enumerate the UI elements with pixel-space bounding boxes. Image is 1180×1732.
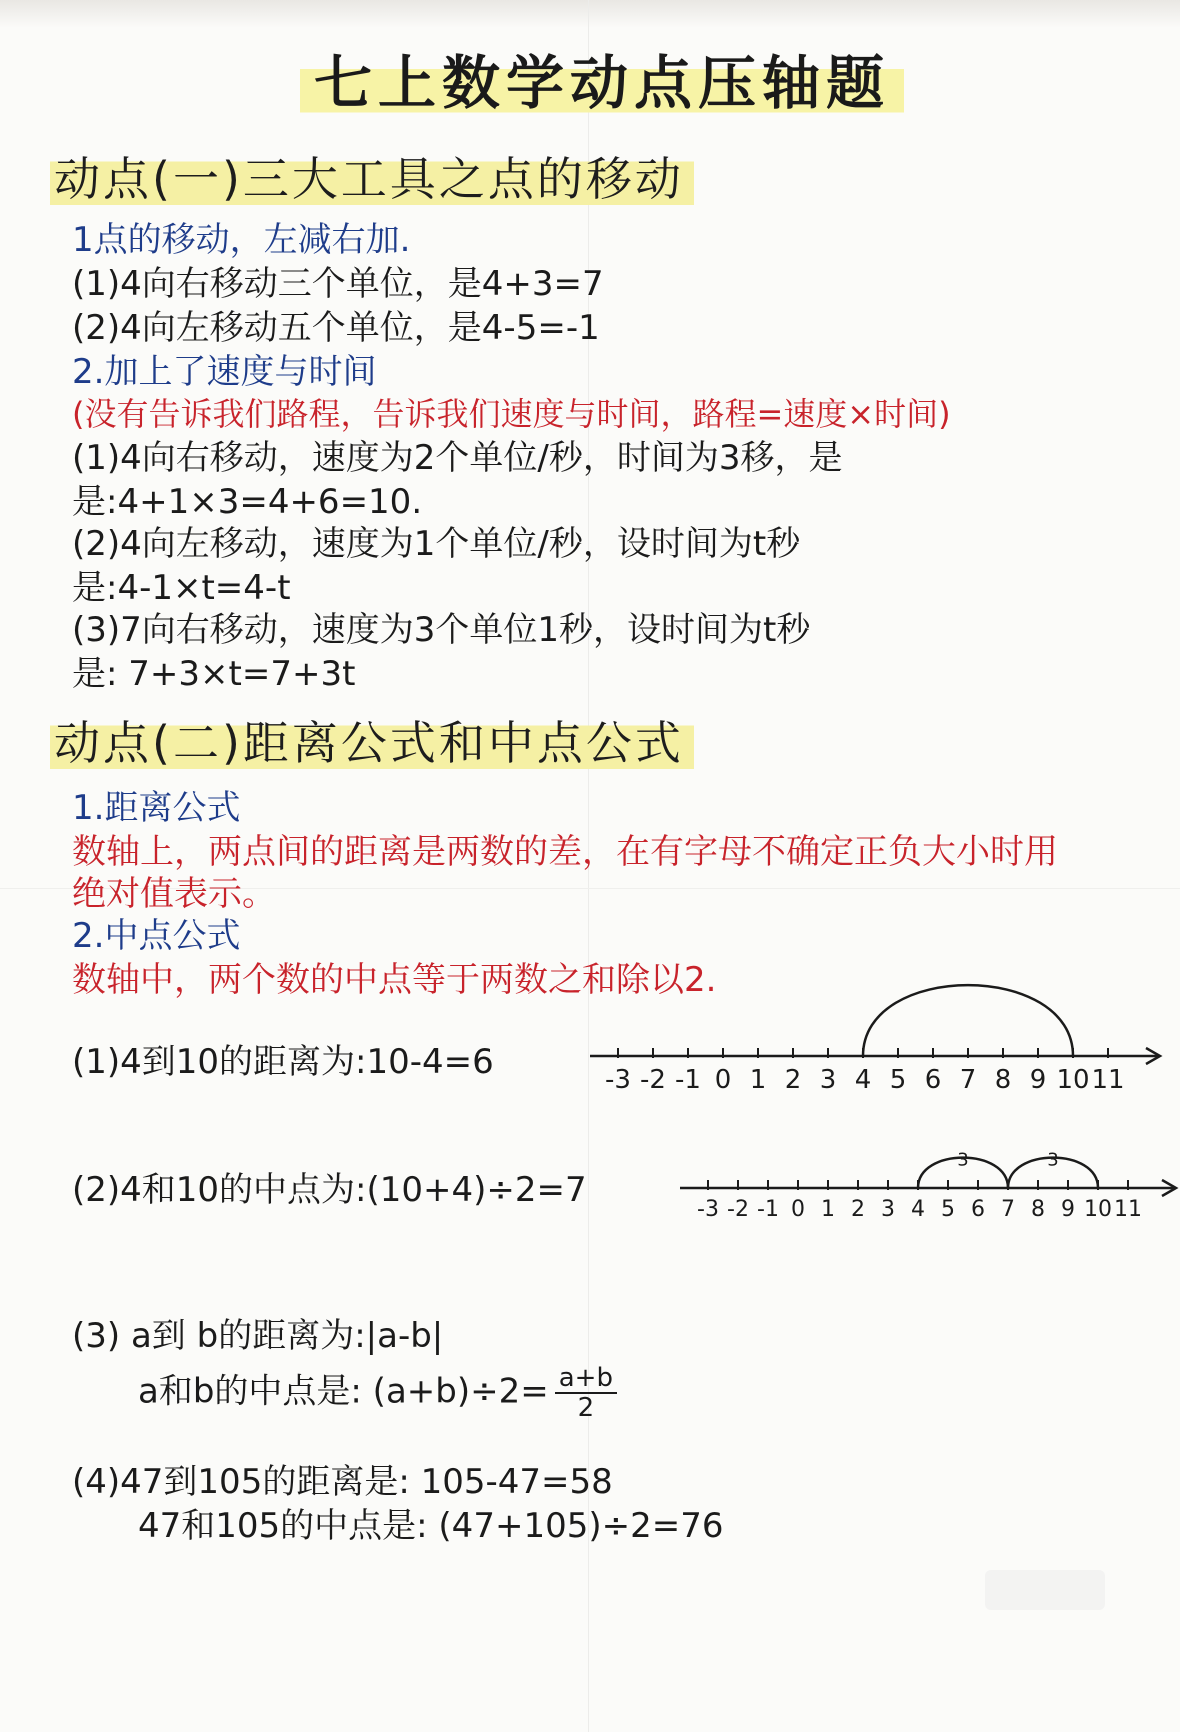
tick-label: 3 xyxy=(819,1065,837,1095)
letter-distance-example: (3) a到 b的距离为:|a-b| xyxy=(72,1316,444,1356)
tick-label: -1 xyxy=(757,1197,779,1222)
tick-label: 9 xyxy=(1061,1197,1075,1222)
midpoint-example: (2)4和10的中点为:(10+4)÷2=7 xyxy=(72,1170,587,1210)
tick-label: 4 xyxy=(911,1197,925,1222)
tick-label: 11 xyxy=(1114,1197,1142,1222)
distance-formula-heading: 1.距离公式 xyxy=(72,788,241,828)
tick-label: 8 xyxy=(994,1065,1012,1095)
tick-label: -1 xyxy=(675,1065,701,1095)
speed-example-2-result: 是:4-1×t=4-t xyxy=(72,568,291,608)
tick-label: 6 xyxy=(924,1065,942,1095)
tick-label: 10 xyxy=(1056,1065,1090,1095)
tick-label: 2 xyxy=(784,1065,802,1095)
numeric-distance-example: (4)47到105的距离是: 105-47=58 xyxy=(72,1462,613,1502)
tick-label: 7 xyxy=(1001,1197,1015,1222)
watermark-badge xyxy=(985,1570,1105,1610)
midpoint-formula-text: 数轴中，两个数的中点等于两数之和除以2. xyxy=(72,960,717,1000)
letter-midpoint-text: a和b的中点是: (a+b)÷2= xyxy=(138,1371,549,1412)
arc xyxy=(863,985,1073,1056)
distance-example: (1)4到10的距离为:10-4=6 xyxy=(72,1042,494,1082)
section1-heading: 动点(一)三大工具之点的移动 xyxy=(50,150,694,208)
page-title: 七上数学动点压轴题 xyxy=(300,48,904,118)
tick-label: 7 xyxy=(959,1065,977,1095)
speed-example-3-result: 是: 7+3×t=7+3t xyxy=(72,654,356,694)
point-move-rule: 1点的移动，左减右加. xyxy=(72,220,411,260)
tick-label: 6 xyxy=(971,1197,985,1222)
tick-label: -2 xyxy=(727,1197,749,1222)
arc-label: 3 xyxy=(1047,1149,1059,1171)
tick-label: 5 xyxy=(941,1197,955,1222)
speed-example-1-result: 是:4+1×3=4+6=10. xyxy=(72,482,423,522)
tick-label: -3 xyxy=(605,1065,631,1095)
tick-label: 9 xyxy=(1029,1065,1047,1095)
tick-label: 2 xyxy=(851,1197,865,1222)
tick-label: 4 xyxy=(854,1065,872,1095)
section2-heading: 动点(二)距离公式和中点公式 xyxy=(50,714,694,772)
distance-formula-text-cont: 绝对值表示。 xyxy=(72,874,276,914)
distance-formula-text: 数轴上，两点间的距离是两数的差，在有字母不确定正负大小时用 xyxy=(72,832,1058,872)
speed-example-1: (1)4向右移动，速度为2个单位/秒，时间为3移，是 xyxy=(72,438,843,478)
tick-label: 11 xyxy=(1091,1065,1125,1095)
tick-label: 8 xyxy=(1031,1197,1045,1222)
tick-label: -2 xyxy=(640,1065,666,1095)
move-example-1: (1)4向右移动三个单位，是4+3=7 xyxy=(72,264,604,304)
fraction-numerator: a+b xyxy=(555,1364,617,1394)
tick-label: -3 xyxy=(697,1197,719,1222)
speed-time-heading: 2.加上了速度与时间 xyxy=(72,352,377,392)
numeric-midpoint-example: 47和105的中点是: (47+105)÷2=76 xyxy=(138,1506,724,1546)
speed-example-2: (2)4向左移动，速度为1个单位/秒，设时间为t秒 xyxy=(72,524,801,564)
midpoint-formula-heading: 2.中点公式 xyxy=(72,916,241,956)
tick-label: 3 xyxy=(881,1197,895,1222)
move-example-2: (2)4向左移动五个单位，是4-5=-1 xyxy=(72,308,600,348)
arc-label: 3 xyxy=(957,1149,969,1171)
tick-label: 1 xyxy=(821,1197,835,1222)
speed-example-3: (3)7向右移动，速度为3个单位1秒，设时间为t秒 xyxy=(72,610,811,650)
tick-label: 10 xyxy=(1084,1197,1112,1222)
tick-label: 5 xyxy=(889,1065,907,1095)
tick-label: 0 xyxy=(714,1065,732,1095)
fraction-denominator: 2 xyxy=(577,1393,595,1423)
tick-label: 0 xyxy=(791,1197,805,1222)
tick-label: 1 xyxy=(749,1065,767,1095)
speed-time-note: (没有告诉我们路程，告诉我们速度与时间，路程=速度×时间) xyxy=(72,395,951,433)
